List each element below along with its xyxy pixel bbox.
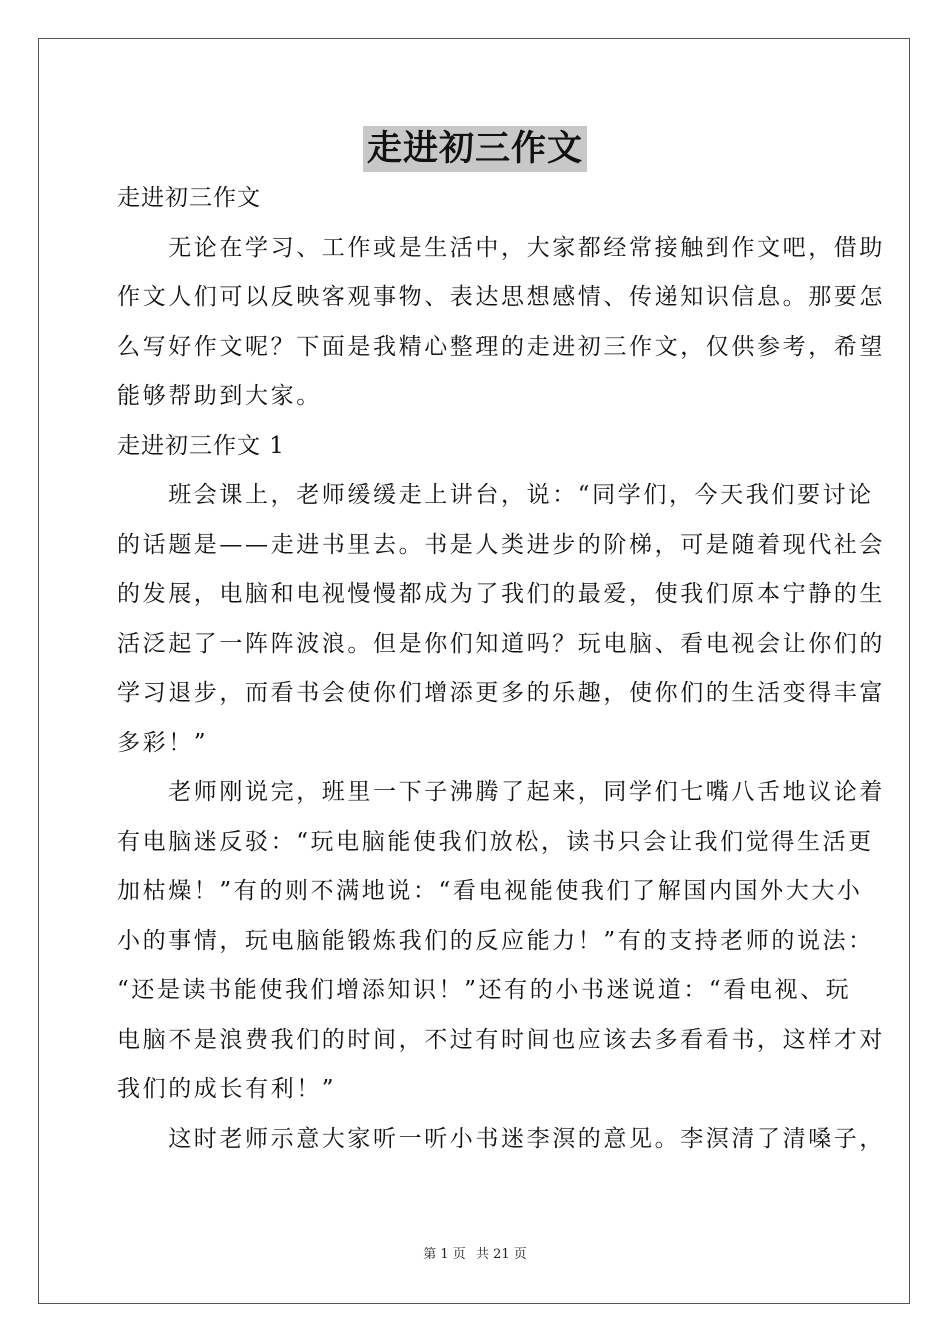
body-line: 么写好作文呢？下面是我精心整理的走进初三作文，仅供参考，希望 <box>117 333 885 360</box>
body-line: 无论在学习、工作或是生活中，大家都经常接触到作文吧，借助 <box>117 234 885 261</box>
body-line: 电脑不是浪费我们的时间，不过有时间也应该去多看看书，这样才对 <box>117 1026 885 1053</box>
article-heading: 走进初三作文 <box>117 185 261 211</box>
total-pages: 共 21 页 <box>475 1247 527 1262</box>
body-line: 活泛起了一阵阵波浪。但是你们知道吗？玩电脑、看电视会让你们的 <box>117 630 885 657</box>
body-line: 这时老师示意大家听一听小书迷李溟的意见。李溟清了清嗓子， <box>117 1125 885 1152</box>
body-line: 加枯燥！”有的则不满地说：“看电视能使我们了解国内国外大大小 <box>117 878 863 904</box>
body-line: 能够帮助到大家。 <box>117 383 322 409</box>
body-line: 有电脑迷反驳：“玩电脑能使我们放松，读书只会让我们觉得生活更 <box>117 828 874 855</box>
body-line: 的发展，电脑和电视慢慢都成为了我们的最爱，使我们原本宁静的生 <box>117 581 885 607</box>
body-line: 多彩！” <box>117 729 209 756</box>
document-title: 走进初三作文 <box>363 126 587 172</box>
body-line: 学习退步，而看书会使你们增添更多的乐趣，使你们的生活变得丰富 <box>117 680 885 706</box>
page-footer <box>0 1246 950 1264</box>
body-line: 老师刚说完，班里一下子沸腾了起来，同学们七嘴八舌地议论着 <box>117 779 885 805</box>
body-line: 我们的成长有利！” <box>117 1076 337 1102</box>
body-line: 小的事情，玩电脑能锻炼我们的反应能力！”有的支持老师的说法： <box>117 927 874 954</box>
section-heading: 走进初三作文 1 <box>117 432 285 459</box>
body-line: 班会课上，老师缓缓走上讲台，说：“同学们，今天我们要讨论 <box>117 482 874 508</box>
title-container <box>0 126 950 172</box>
body-line: 的话题是——走进书里去。书是人类进步的阶梯，可是随着现代社会 <box>117 531 885 558</box>
body-line: 作文人们可以反映客观事物、表达思想感情、传递知识信息。那要怎 <box>117 284 885 310</box>
document-body <box>117 174 885 1164</box>
page-number: 第 1 页 <box>423 1247 466 1262</box>
body-line: “还是读书能使我们增添知识！”还有的小书迷说道：“看电视、玩 <box>117 977 852 1003</box>
